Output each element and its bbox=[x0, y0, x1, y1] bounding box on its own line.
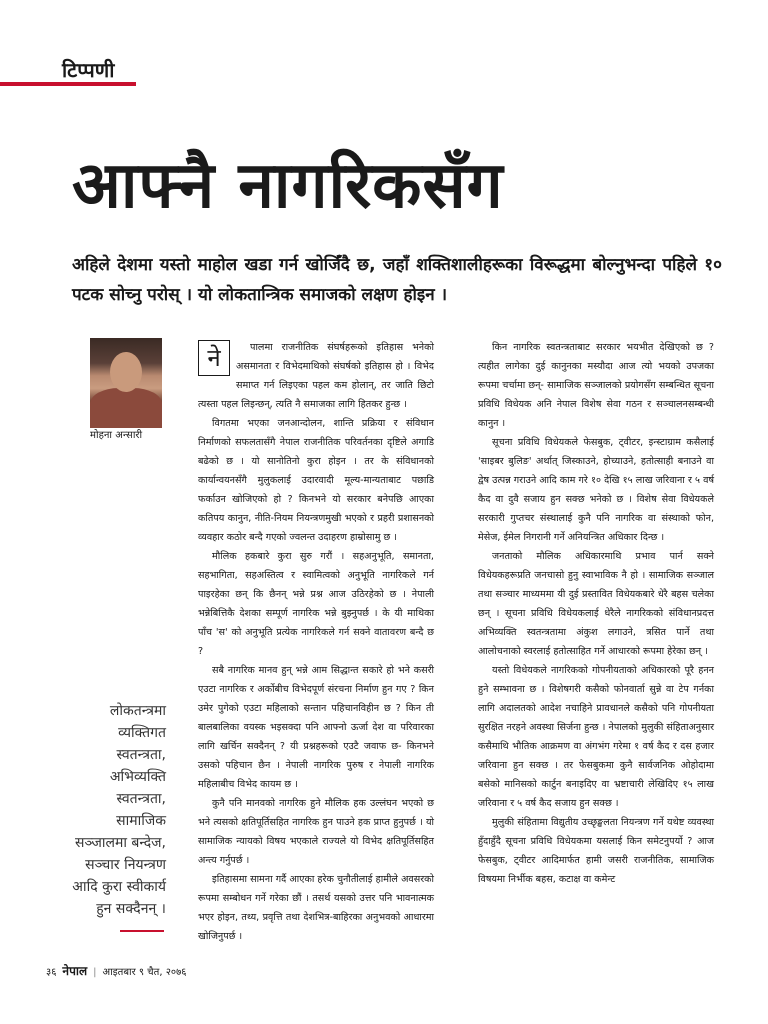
dropcap: ने bbox=[198, 340, 230, 376]
paragraph-text: पालमा राजनीतिक संघर्षहरूको इतिहास भनेको असमानता र विभेदमाथिको संघर्षको इतिहास हो । विभेद समाप्त गर्न लिइएका पहल कम होलान्, तर जाति छिटो त्यस्ता पहल लिइन्छन्, त्यति नै समाजका लागि हितकर हुन्छ । bbox=[198, 342, 434, 410]
body-column-1 bbox=[198, 338, 434, 942]
page-footer bbox=[46, 962, 187, 979]
body-paragraph: विगतमा भएका जनआन्दोलन, शान्ति प्रक्रिया र संविधान निर्माणको सफलतासँगै नेपाल राजनीतिक परिवर्तनका दृष्टिले अगाडि बढेको छ । यो सानोतिनो कुरा होइन । तर के संविधानको कार्यान्वयनसँगै मुलुकलाई उदारवादी मूल्य-मान्यताबाट पछाडि फर्काउन खोजिएको हो ? किनभने यो सरकार बनेपछि आएका कतिपय कानुन, नीति-नियम नियन्त्रणमुखी भएको र प्रहरी प्रशासनको व्यवहार कठोर बन्दै गएको ज्वलन्त उदाहरण हाम्रोसामु छ । bbox=[198, 418, 434, 543]
page-number: ३६ bbox=[46, 967, 57, 978]
body-paragraph: मौलिक हकबारे कुरा सुरु गरौं । सहअनुभूति, समानता, सहभागिता, सहअस्तित्व र स्वामित्वको अनुभूति नागरिकले गर्न पाइरहेका छन् कि छैनन् भन्ने प्रश्न आज उठिरहेको छ । नेपाली भन्नेबित्तिकै देशका सम्पूर्ण नागरिक भन्ने बुझ्नुपर्छ । के यी माथिका पाँच 'स' को अनुभूति प्रत्येक नागरिकले गर्न सक्ने वातावरण बन्दै छ ? bbox=[198, 551, 434, 657]
pullquote-rule bbox=[120, 930, 164, 932]
body-paragraph: इतिहासमा सामना गर्दै आएका हरेक चुनौतीलाई हामीले अवसरको रूपमा सम्बोधन गर्ने गरेका छौं । तसर्थ यसको उत्तर पनि भावनात्मक भएर होइन, तथ्य, प्रवृत्ति तथा देशभित्र-बाहिरका अनुभवको आधारमा खोजिनुपर्छ । bbox=[198, 874, 434, 942]
body-paragraph: किन नागरिक स्वतन्त्रताबाट सरकार भयभीत देखिएको छ ? त्यहीत लागेका दुई कानुनका मस्यौदा आज त्यो भयको उपजका रूपमा चर्चामा छन्- सामाजिक सञ्जालको प्रयोगसँग सम्बन्धित सूचना प्रविधि विधेयक अनि नेपाल विशेष सेवा गठन र सञ्चालनसम्बन्धी कानुन । bbox=[478, 342, 714, 429]
magazine-name: नेपाल bbox=[62, 964, 88, 978]
headline: आफ्नै नागरिकसँग bbox=[72, 149, 504, 223]
body-paragraph: सूचना प्रविधि विधेयकले फेसबुक, ट्वीटर, इन्स्टाग्राम कसैलाई 'साइबर बुलिङ' अर्थात् जिस्काउने, होच्याउने, हतोत्साही बनाउने वा द्वेष उत्पन्न गराउने आदि काम गरे १० देखि १५ लाख जरिवाना र ५ वर्ष कैद वा दुवै सजाय हुन सक्छ भनेको छ । विशेष सेवा विधेयकले सरकारी गुप्तचर संस्थालाई कुनै पनि नागरिक वा संस्थाको फोन, मेसेज, ईमेल निगरानी गर्ने अनियन्त्रित अधिकार दिन्छ । bbox=[478, 437, 714, 543]
standfirst: अहिले देशमा यस्तो माहोल खडा गर्न खोजिँदै छ, जहाँ शक्तिशालीहरूका विरूद्धमा बोल्नुभन्दा पहिले १० पटक सोच्नु परोस् । यो लोकतान्त्रिक समाजको लक्षण होइन । bbox=[72, 255, 722, 305]
pullquote: लोकतन्त्रमा व्यक्तिगत स्वतन्त्रता, अभिव्यक्ति स्वतन्त्रता, सामाजिक सञ्जालमा बन्देज, सञ्चार नियन्त्रण आदि कुरा स्वीकार्य हुन सक्दैनन् । bbox=[72, 703, 166, 917]
body-paragraph: सबै नागरिक मानव हुन् भन्ने आम सिद्धान्त सकारे हो भने कसरी एउटा नागरिक र अर्कोबीच विभेदपूर्ण संरचना निर्माण हुन गए ? किन उमेर पुगेको एउटा महिलाको सन्तान पहिचानविहीन छ ? किन ती बालबालिका वयस्क भइसक्दा पनि आफ्नो ऊर्जा देश वा परिवारका लागि खर्चिन सक्दैनन् ? यी प्रश्नहरूको एउटै जवाफ छ- किनभने उसको पहिचान छैन । नेपाली नागरिक पुरुष र नेपाली नागरिक महिलाबीच विभेद कायम छ । bbox=[198, 665, 434, 790]
section-rule bbox=[0, 82, 136, 86]
body-paragraph: जनताको मौलिक अधिकारमाथि प्रभाव पार्न सक्ने विधेयकहरूप्रति जनचासो हुनु स्वाभाविक नै हो । सामाजिक सञ्जाल तथा सञ्चार माध्यममा यी दुई प्रस्तावित विधेयकबारे धेरै बहस चलेका छन् । सूचना प्रविधि विधेयकलाई धेरैले नागरिकको संविधानप्रदत्त अभिव्यक्ति स्वतन्त्रतामा अंकुश लगाउने, त्रसित पार्ने तथा आलोचनाको स्वरलाई हतोत्साहित गर्ने आधारको रूपमा हेरेका छन् । bbox=[478, 551, 714, 657]
section-label: टिप्पणी bbox=[62, 58, 115, 82]
footer-separator: | bbox=[93, 967, 97, 978]
body-paragraph: यस्तो विधेयकले नागरिकको गोपनीयताको अधिकारको पूरै हनन हुने सम्भावना छ । विशेषगरी कसैको फोनवार्ता सुन्ने वा टेप गर्नका लागि अदालतको आदेश नचाहिने प्रावधानले कसैको पनि गोपनीयता सुरक्षित नरहने अवस्था सिर्जना हुन्छ । नेपालको मुलुकी संहिताअनुसार कसैमाथि भौतिक आक्रमण वा अंगभंग गरेमा १ वर्ष कैद र दस हजार जरिवाना हुन सक्छ । तर फेसबुकमा कुनै सार्वजनिक ओहोदामा बसेको मानिसको कार्टुन बनाइदिए वा भ्रष्टाचारी लेखिदिए १५ लाख जरिवाना र ५ वर्ष कैद सजाय हुन सक्छ । bbox=[478, 665, 714, 809]
body-column-2 bbox=[478, 338, 714, 944]
author-photo-face bbox=[110, 352, 142, 392]
author-photo bbox=[90, 338, 162, 422]
author-photo-shawl bbox=[90, 388, 162, 428]
body-paragraph: कुनै पनि मानवको नागरिक हुने मौलिक हक उल्लंघन भएको छ भने त्यसको क्षतिपूर्तिसहित नागरिक हुन पाउने हक प्राप्त हुनुपर्छ । यो सामाजिक न्यायको विषय भएकाले राज्यले यो विभेद क्षतिपूर्तिसहित अन्त्य गर्नुपर्छ । bbox=[198, 798, 434, 866]
issue-date: आइतबार ९ चैत, २०७६ bbox=[102, 967, 187, 978]
body-paragraph: मुलुकी संहितामा विद्युतीय उच्छृङ्खलता नियन्त्रण गर्ने यथेष्ट व्यवस्था हुँदाहुँदै सूचना प्रविधि विधेयकमा यसलाई किन समेटनुपर्यो ? आज फेसबुक, ट्वीटर आदिमार्फत हामी जसरी राजनीतिक, सामाजिक विषयमा निर्भीक बहस, कटाक्ष वा कमेन्ट bbox=[478, 817, 714, 885]
body-paragraph bbox=[198, 338, 434, 414]
author-caption: मोहना अन्सारी bbox=[90, 430, 143, 441]
